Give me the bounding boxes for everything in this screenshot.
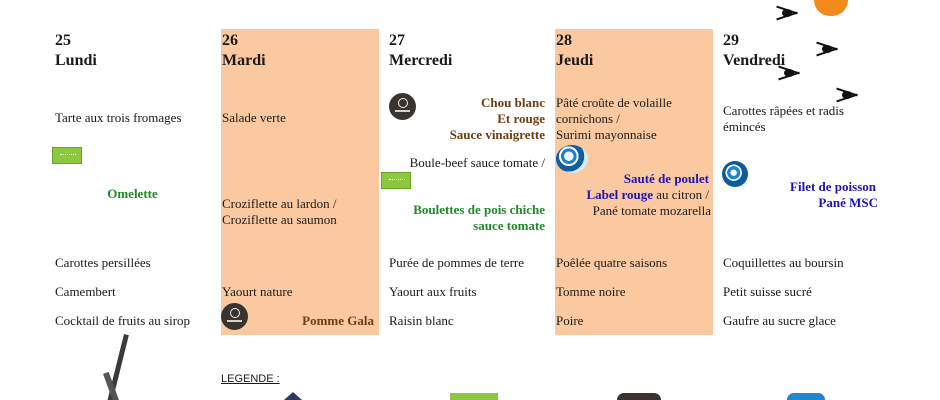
mardi-laitage: Yaourt nature [222, 284, 293, 299]
mardi-plat-2: Croziflette au saumon [222, 212, 337, 227]
mercredi-plat-alt-1: Boulettes de pois chiche [413, 202, 545, 217]
legend-msc-logo-icon [787, 393, 825, 400]
mercredi-entree-3: Sauce vinaigrette [449, 127, 545, 142]
vendredi-entree-2: émincés [723, 119, 766, 134]
jeudi-plat-2 [556, 187, 709, 203]
mercredi-plat: Boule-beef sauce tomate / [409, 155, 545, 170]
lundi-dessert: Cocktail de fruits au sirop [55, 313, 191, 328]
legend-produits-locaux-logo-icon [617, 393, 661, 400]
day-number-mardi: 26 [222, 32, 238, 49]
lundi-entree: Tarte aux trois fromages [55, 110, 182, 125]
broom-decoration [100, 334, 160, 400]
day-number-lundi: 25 [55, 32, 71, 49]
label-rouge-logo-icon [556, 145, 588, 173]
vendredi-dessert: Gaufre au sucre glace [723, 313, 836, 328]
jeudi-entree-1: Pâté croûte de volaille [556, 95, 672, 110]
legend-title: LEGENDE : [221, 373, 280, 385]
vendredi-feculent: Coquillettes au boursin [723, 255, 844, 270]
jeudi-plat-2-rest: au citron / [653, 187, 709, 202]
jeudi-entree-3: Surimi mayonnaise [556, 127, 657, 142]
jeudi-dessert: Poire [556, 313, 584, 328]
vendredi-plat-1: Filet de poisson [790, 179, 876, 194]
halloween-decoration [772, 0, 878, 104]
day-number-vendredi: 29 [723, 32, 739, 49]
spider-icon [836, 88, 858, 102]
day-name-jeudi: Jeudi [556, 52, 594, 69]
mercredi-laitage: Yaourt aux fruits [389, 284, 477, 299]
pumpkin-icon [814, 0, 848, 16]
mardi-entree: Salade verte [222, 110, 286, 125]
jeudi-plat-1: Sauté de poulet [623, 171, 709, 186]
mercredi-legume: Purée de pommes de terre [389, 255, 525, 270]
jeudi-plat-2-label: Label rouge [586, 187, 654, 202]
day-number-jeudi: 28 [556, 32, 572, 49]
day-number-mercredi: 27 [389, 32, 405, 49]
legend-label-rouge-logo-icon [284, 392, 302, 400]
mardi-dessert: Pomme Gala [302, 313, 374, 328]
bio-leaf-logo-icon [52, 147, 82, 164]
day-name-mercredi: Mercredi [389, 52, 453, 69]
day-name-vendredi: Vendredi [723, 52, 786, 69]
mercredi-entree-1: Chou blanc [481, 95, 545, 110]
mercredi-plat-alt-2: sauce tomate [473, 218, 545, 233]
lundi-legume: Carottes persillées [55, 255, 151, 270]
mercredi-entree-2: Et rouge [497, 111, 545, 126]
spider-icon [776, 6, 798, 20]
mardi-plat-1: Croziflette au lardon / [222, 196, 337, 211]
day-name-mardi: Mardi [222, 52, 266, 69]
produits-locaux-logo-icon [389, 93, 416, 120]
jeudi-fromage: Tomme noire [556, 284, 626, 299]
mercredi-dessert: Raisin blanc [389, 313, 454, 328]
day-name-lundi: Lundi [55, 52, 97, 69]
bio-leaf-logo-icon [381, 172, 411, 189]
spider-icon [816, 42, 838, 56]
vendredi-laitage: Petit suisse sucré [723, 284, 812, 299]
jeudi-legume: Poêlée quatre saisons [556, 255, 668, 270]
jeudi-plat-3: Pané tomate mozarella [592, 203, 711, 218]
jeudi-entree-2: cornichons / [556, 111, 620, 126]
vendredi-entree-1: Carottes râpées et radis [723, 103, 844, 118]
produits-locaux-logo-icon [221, 303, 248, 330]
vendredi-plat-2: Pané MSC [818, 195, 878, 210]
lundi-fromage: Camembert [55, 284, 116, 299]
legend-bio-logo-icon [450, 393, 498, 400]
lundi-plat: Omelette [107, 186, 158, 201]
